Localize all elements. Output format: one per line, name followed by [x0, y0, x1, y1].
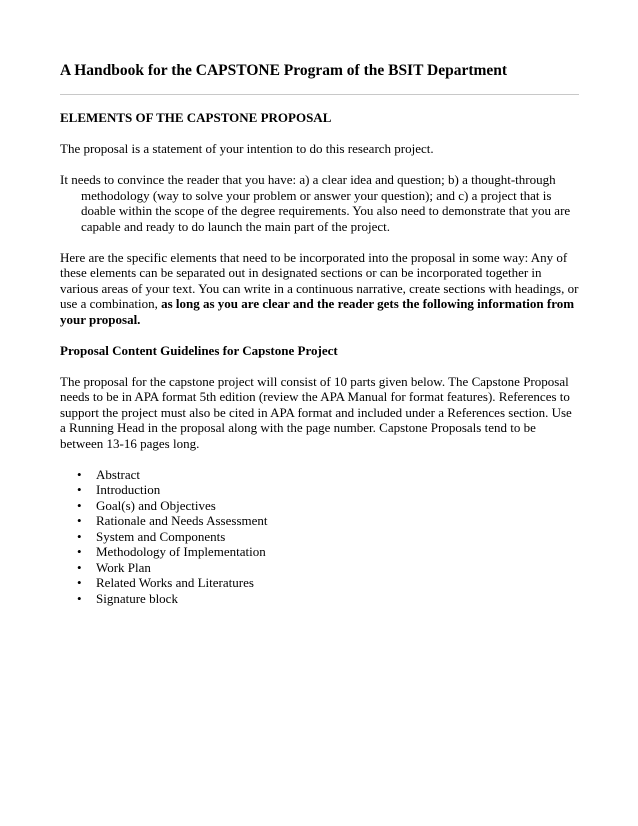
list-item: [60, 467, 580, 483]
list-item-label: Methodology of Implementation: [96, 544, 266, 559]
list-item: [60, 544, 580, 560]
title-divider: [60, 94, 579, 95]
intro-paragraph: The proposal is a statement of your intention to do this research project.: [60, 141, 434, 156]
document-body: [60, 110, 580, 606]
list-item-label: System and Components: [96, 528, 226, 544]
bullet-icon: •: [77, 466, 82, 482]
list-item: [60, 560, 580, 576]
elements-paragraph: [60, 250, 580, 328]
list-item-label: Introduction: [96, 482, 161, 497]
bullet-icon: •: [77, 528, 82, 544]
guidelines-subheading: Proposal Content Guidelines for Capstone Project: [60, 342, 338, 358]
list-item: [60, 529, 580, 545]
list-item: [60, 498, 580, 514]
list-item: [60, 482, 580, 498]
list-item: [60, 513, 580, 529]
bullet-icon: •: [77, 575, 82, 590]
proposal-parts-list: [60, 467, 580, 607]
list-item-label: Work Plan: [96, 559, 151, 575]
requirements-paragraph: It needs to convince the reader that you have: a) a clear idea and question; b) a thought-through methodology (way to solve your problem or answer your question); and c) a project that is doable within the scope of the degree requirements. You also need to demonstrate that you are capable and ready to do launch the main part of the project.: [60, 172, 571, 234]
list-item-label: Abstract: [96, 466, 141, 482]
document-title: A Handbook for the CAPSTONE Program of the BSIT Department: [60, 62, 508, 79]
list-item: [60, 591, 580, 607]
list-item-label: Related Works and Literatures: [96, 575, 254, 590]
elements-paragraph-emphasis: as long as you are clear and the reader gets the following information from your proposal.: [60, 296, 575, 327]
bullet-icon: •: [77, 482, 82, 497]
section-heading: ELEMENTS OF THE CAPSTONE PROPOSAL: [60, 110, 332, 125]
list-item: [60, 575, 580, 591]
elements-paragraph-text: Here are the specific elements that need to be incorporated into the proposal in some way: Any of these elements can be separated out in designated sections or can be incorporated together in various areas of your text. You can write in a continuous narrative, create sections with headings, or use a combination,: [60, 249, 579, 311]
guidelines-paragraph: The proposal for the capstone project will consist of 10 parts given below. The Capstone Proposal needs to be in APA format 5th edition (review the APA Manual for format features). References to support the project must also be cited in APA format and included under a References section. Use a Running Head in the proposal along with the page number. Capstone Proposals tend to be between 13-16 pages long.: [60, 373, 572, 451]
bullet-icon: •: [77, 544, 82, 559]
bullet-icon: •: [77, 559, 82, 575]
bullet-icon: •: [77, 590, 82, 606]
list-item-label: Signature block: [96, 590, 178, 606]
bullet-icon: •: [77, 497, 82, 513]
list-item-label: Rationale and Needs Assessment: [96, 513, 268, 528]
list-item-label: Goal(s) and Objectives: [96, 497, 216, 513]
bullet-icon: •: [77, 513, 82, 528]
